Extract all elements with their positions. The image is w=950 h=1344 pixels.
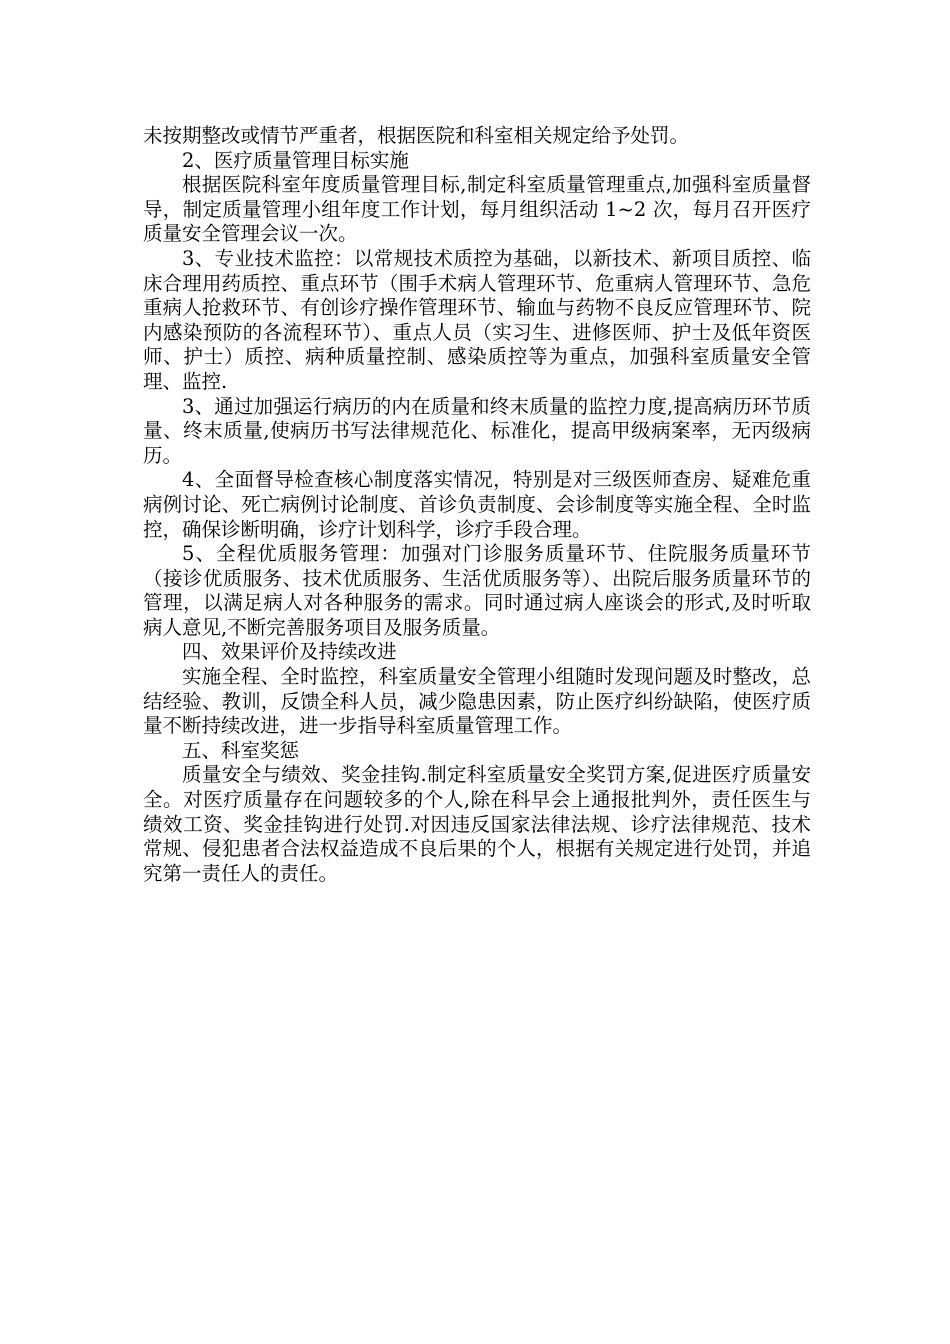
paragraph-medical-records: 3、通过加强运行病历的内在质量和终末质量的监控力度,提高病历环节质量、终末质量,使病历书写法律规范化、标准化，提高甲级病案率，无丙级病历。	[143, 394, 811, 467]
paragraph-core-systems: 4、全面督导检查核心制度落实情况，特别是对三级医师查房、疑难危重病例讨论、死亡病例讨论制度、首诊负责制度、会诊制度等实施全程、全时监控，确保诊断明确，诊疗计划科学，诊疗手段合理。	[143, 468, 811, 541]
paragraph-service-management: 5、全程优质服务管理：加强对门诊服务质量环节、住院服务质量环节（接诊优质服务、技术优质服务、生活优质服务等）、出院后服务质量环节的管理，以满足病人对各种服务的需求。同时通过病人座谈会的形式,及时听取病人意见,不断完善服务项目及服务质量。	[143, 542, 811, 639]
paragraph-quality-goals: 根据医院科室年度质量管理目标,制定科室质量管理重点,加强科室质量督导，制定质量管理小组年度工作计划，每月组织活动 1~2 次，每月召开医疗质量安全管理会议一次。	[143, 173, 811, 246]
document-body	[143, 124, 811, 886]
section-heading-evaluation: 四、效果评价及持续改进	[182, 640, 397, 664]
paragraph-evaluation: 实施全程、全时监控，科室质量安全管理小组随时发现问题及时整改，总结经验、教训，反馈全科人员，减少隐患因素，防止医疗纠纷缺陷，使医疗质量不断持续改进，进一步指导科室质量管理工作。	[143, 665, 811, 738]
section-heading-quality-goals: 2、医疗质量管理目标实施	[182, 148, 409, 172]
paragraph-rewards: 质量安全与绩效、奖金挂钩.制定科室质量安全奖罚方案,促进医疗质量安全。对医疗质量存在问题较多的个人,除在科早会上通报批判外，责任医生与绩效工资、奖金挂钩进行处罚.对因违反国家法律法规、诊疗法律规范、技术常规、侵犯患者合法权益造成不良后果的个人，根据有关规定进行处罚，并追究第一责任人的责任。	[143, 763, 811, 885]
paragraph-continuation: 未按期整改或情节严重者，根据医院和科室相关规定给予处罚。	[143, 124, 690, 147]
section-heading-rewards: 五、科室奖惩	[182, 738, 300, 762]
paragraph-technical-monitoring: 3、专业技术监控：以常规技术质控为基础，以新技术、新项目质控、临床合理用药质控、重点环节（围手术病人管理环节、危重病人管理环节、急危重病人抢救环节、有创诊疗操作管理环节、输血与药物不良反应管理环节、院内感染预防的各流程环节）、重点人员（实习生、进修医师、护士及低年资医师、护士）质控、病种质量控制、感染质控等为重点，加强科室质量安全管理、监控.	[143, 246, 811, 393]
